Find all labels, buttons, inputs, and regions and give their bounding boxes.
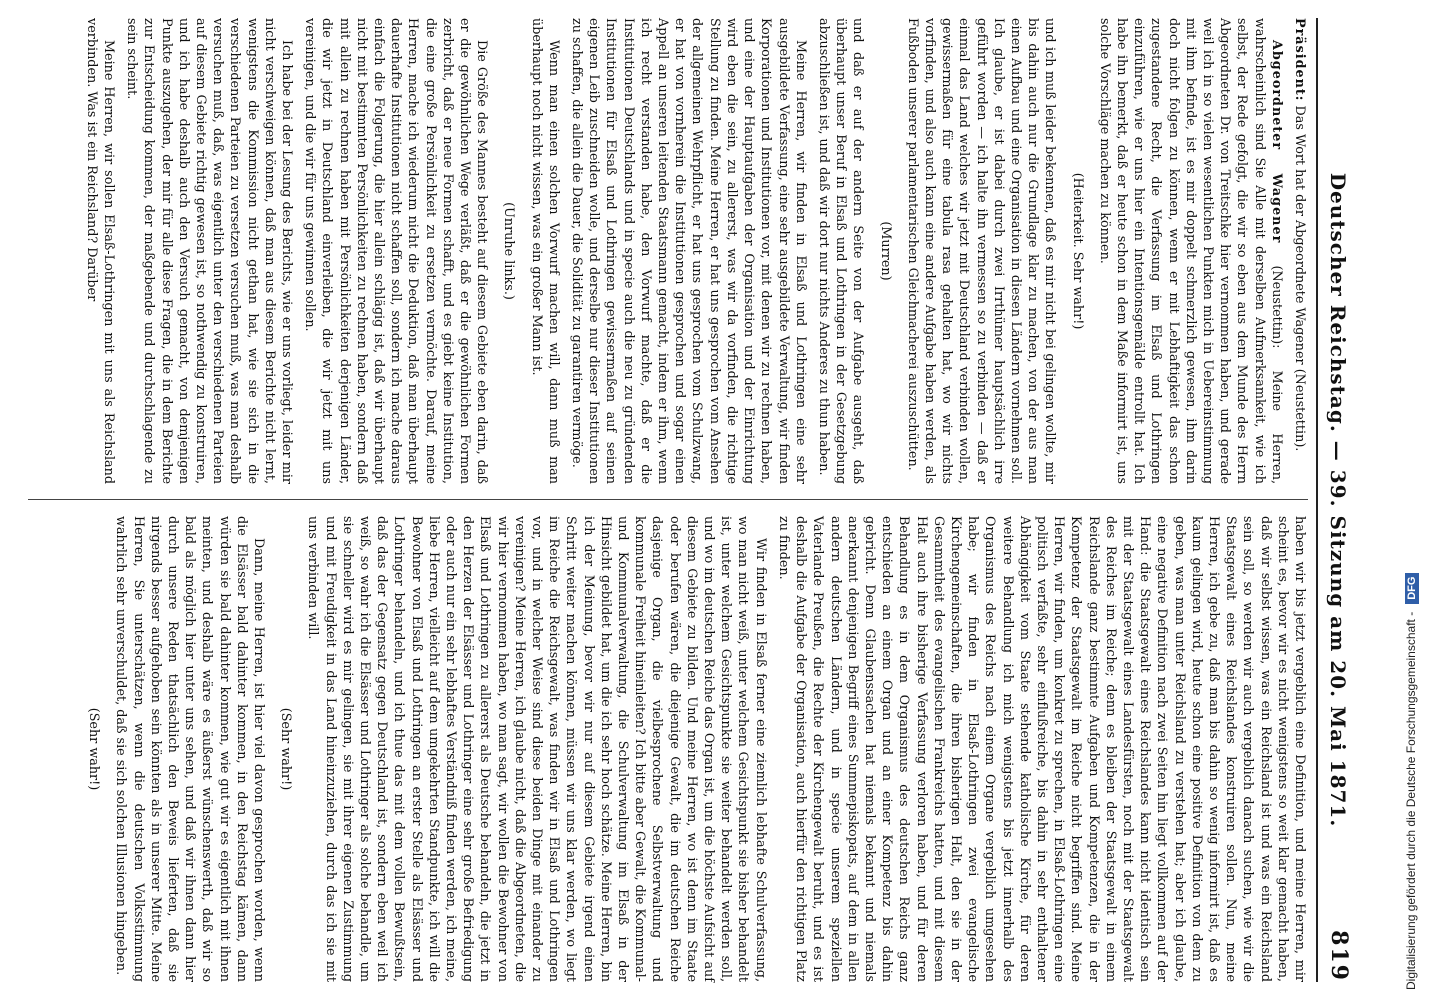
page-header [1316,18,1358,982]
interjection-note: (Heiterkeit. Sehr wahr!) [1069,172,1085,330]
speaker-name: Abgeordneter Wagener [1268,40,1284,244]
paragraph [1291,18,1308,484]
credit-text: Digitalisierung gefördert durch die Deutsche Forschungsgemeinschaft - [1404,611,1418,990]
speaker-name: Präsident: [1292,18,1307,102]
interjection-note: (Murren) [877,221,893,281]
paragraph: und daß er auf der andern Seite von der Aufgabe ausgeht, daß überhaupt unser Beruf in Elsaß und Lothringen in der Gesetzgebung abzuschließen ist, und daß wir dort nur nichts Anderes zu thun haben. [815,18,866,484]
paragraph [1096,18,1285,484]
column-divider [28,499,1308,500]
paragraph: Die Größe des Mannes besteht auf diesem Gebiete eben darin, daß er die gewöhnlichen Wege verläßt, daß er die gewöhnlichen Formen zerbricht, daß er neue Formen schafft, und es giebt keine Institution, die eine große Persönlichkeit zu ersetzen vermöchte. Darauf, meine Herren, mache ich wiederum nicht die Deduktion, daß man überhaupt dauerhafte Institutionen nicht schaffen soll, sondern ich mache daraus einfach die Folgerung, die hier allein schlägig ist, daß wir überhaupt nicht mit bestimmten Persönlichkeiten zu rechnen haben, sondern daß mit allein zu rechnen haben mit Persönlichkeiten derjenigen Länder, die wir jetzt in Deutschland einverleiben, die wir jetzt mit uns vereinigen, und die wir für uns gewinnen sollen. [302,18,490,484]
digitization-credit [1398,0,1432,1000]
paragraph: haben wir bis jetzt vergeblich eine Definition, und meine Herren, mir scheint es, bevor wir es nicht wenigstens so weit klar gemacht haben, daß wir selbst wissen, was ein Reichsland ist und was ein Reichsland sein soll, so werden wir auch vergeblich danach suchen, wie wir die Staatsgewalt eines Reichslandes konstruiren sollen. Nun, meine Herren, ich gebe zu, daß man bis dahin so wenig informirt ist, daß es kaum gelingen wird, heute schon eine positive Definition von dem zu geben, was man unter Reichsland zu verstehen hat; aber ich glaube, eine negative Definition nach zwei Seiten hin liegt vollkommen auf der Hand: die Staatsgewalt eines Reichslandes kann nicht identisch sein mit der Staatsgewalt eines Landesfürsten, noch mit der Staatsgewalt des Reiches im Reiche; denn es bleiben der Staatsgewalt in einem Reichslande ganz bestimmte Aufgaben und Kompetenzen, die in der Kompetenz der Staatsgewalt im Reiche nicht begriffen sind. Meine Herren, wir finden, um konkret zu sprechen, in Elsaß-Lothringen eine politisch verfaßte, sehr einflußreiche, bis dahin in sehr enthaltener Abhängigkeit vom Staate stehende katholische Kirche, für deren weitere Behandlung ich mich wenigstens bis jetzt innerhalb des Organismus des Reichs nach einem Organe vergeblich umgesehen habe; wir finden in Elsaß-Lothringen zwei evangelische Kirchengemeinschaften, die ihren bisherigen Halt, den sie in der Gesammtheit des evangelischen Frankreichs hatten, und mit diesem Halt auch ihre bisherige Verfassung verloren haben, und für deren Behandlung es in dem Organismus des deutschen Reichs ganz entschieden an einem Organ und an einer Kompetenz bis dahin gebricht. Denn Glaubenssachen hat niemals bekannt und niemals anerkannt denjenigen Begriff eines Summepiskopats, auf dem in allen andern deutschen Ländern, und in specie unserem speziellen Vaterlande Preußen, die Rechte der Kirchengewalt beruht, und es ist deshalb die Aufgabe der Organisation, auch hierfür den richtigen Platz zu finden. [775,516,1307,982]
interjection-note: (Sehr wahr!) [278,707,294,791]
dfg-badge: DFG [1405,573,1419,604]
page-number: 819 [1326,930,1352,982]
paragraph: Dann, meine Herren, ist hier viel davon gesprochen worden, wenn die Elsässer bald dahinter kommen, in den Reichstag kämen, dann würden sie bald dahinter kommen, wie gut wir es eigentlich mit ihnen meinten, und deshalb wäre es äußerst wünschenswerth, daß wir so bald als möglich hier unter uns sehen, und daß wir ihnen dann hier durch unsere Reden thatsächlich den Beweis lieferten, daß sie nirgends besser aufgehoben sein könnten als in unserer Mitte. Meine Herren, Sie unterschätzen, wenn die deutschen Volksstimmung wahrlich sehr unverschuldet, daß sie sich solchen Illusionen hingeben. [113,516,267,982]
paragraph: Ich habe bei der Lesung des Berichts, wie er uns vorliegt, leider mir nicht verschweigen können, daß man aus diesem Berichte nicht lernt, wenigstens die Kommission nicht gethan hat, wie sie sich in die verschiedenen Parteien zu versetzen versuchen muß, was man deshalb versuchen muß, daß, was eigentlich unter den verschiedenen Parteien auf diesem Gebiete richtig gewesen ist, so nothwendig zu konstruiren, und ich habe deshalb auch den Versuch gemacht, von demjenigen Punkte auszugehen, der mir für alle diese Fragen, die in dem Berichte zur Entscheidung kommen, der maßgebende und durchschlagende zu sein scheint. [124,18,295,484]
running-head: Deutscher Reichstag. — 39. Sitzung am 20. Mai 1871. [1326,172,1350,828]
right-column [28,516,1308,982]
paragraph: Meine Herren, wir finden in Elsaß und Lothringen eine sehr ausgebildete Verfassung, eine sehr ausgebildete Verwaltung, wir finden Korporationen und Institutionen vor, mit denen wir zu rechnen haben, und eine der Hauptaufgaben der Organisation und der Einrichtung wird eben die sein, zu allererst, was wir da vorfinden, die richtige Stellung zu finden. Meine Herren, er hat uns gesprochen vom Ansehen der allgemeinen Wehrpflicht, er hat uns gesprochen vom Schulzwang, er hat von vornherein die Institutionen gesprochen und sogar einen Appell an unseren leitenden Staatsmann gemacht, indem er ihm, wenn ich recht verstanden habe, den Vorwurf machte, daß er die Institutionen Deutschlands und in specie auch die neu zu gründenden Institutionen für Elsaß und Lothringen gewissermaßen auf seinen eigenen Leib zuschneiden wolle, und derselbe nur dieser Institutionen zu schaffen, die allein die Dauer, die Solidität zu garantiren vermöge. [569,18,808,484]
left-column [28,18,1308,484]
interjection-note: (Sehr wahr!) [86,707,102,791]
credit-line [1404,573,1419,990]
paragraph: und ich muß leider bekennen, daß es mir nicht bei gelingen wollte, mir bis dahin auch nur die Grundlage klar zu machen, von der aus man einen Aufbau und eine Organisation in diesen Ländern vornehmen soll. Ich glaube, er ist dabei durch zwei Irrthümer hauptsächlich irre geführt worden — ich halte ihn vermessen so zu verbinden — daß er einmal das Land welches wir jetzt mit Deutschland verbinden wollen, gewissermaßen für eine tabula rasa gehalten hat, wo wir nichts vorfinden, und also auch kann eine andere Aufgabe haben werden, als Fußboden unserer parlamentarischen Gleichmacherei auszuschütten. [904,18,1058,484]
interjection-note: (Unruhe links.) [501,202,517,300]
paragraph-text: (Neustettin): Meine Herren, wahrscheinlich sind Sie Alle mit derselben Aufmerksamkeit, wie ich selbst, der Rede gefolgt, die wir so eben aus dem Munde des Herrn Abgeordneten Dr. von Treitschke hier vernommen haben, und gerade weil ich in so vielen wesentlichen Punkten mich in Uebereinstimmung mit ihm befinde, ist es mir doppelt schmerzlich gewesen, ihm darin doch nicht folgen zu können, wenn er mit Lebhaftigkeit das schon zugestandene Recht, die Verfassung im Elsaß und Lothringen einzuführen, wie er uns hier ein Intentionsgemälde entrollt hat. Ich habe ihn bemerkt, daß er heute schon in dem Maße informirt ist, uns solche Vorschläge machen zu können. [1096,18,1284,484]
paragraph-text: Das Wort hat der Abgeordnete Wagener (Neustettin). [1292,105,1307,452]
paragraph: Wenn man einen solchen Vorwurf machen will, dann muß man überhaupt noch nicht wissen, was ein großer Mann ist. [528,18,561,484]
paragraph: Wir finden in Elsaß ferner eine ziemlich lebhafte Schulverfassung, wo man nicht weiß, unter welchem Gesichtspunkt sie bisher behandelt ist, unter welchem Gesichtspunkte sie weiter behandelt werden soll, und wo im deutschen Reiche das Organ ist, um die höchste Aufsicht auf diesem Gebiete zu bilden. Und meine Herren, wo ist denn im Staate oder berufen wären, die diejenige Gewalt, die im deutschen Reiche dasjenige Organ, die vielbesprochene Selbstverwaltung und kommunale Freiheit hineinleiten? Ich bitte aber Gewalt, die Kommunal- und Kommunalverwaltung, die Schulverwaltung im Elsaß in der Hinsicht gebildet hat, um die ich sehr hoch schätze. Meine Herren, bin ich der Meinung, bevor wir nur auf diesem Gebiete irgend einen Schritt weiter machen können, müssen wir uns klar werden, wo liegt im Reiche die Reichsgewalt, was finden wir in Elsaß und Lothringen vor, und in welcher Weise sind diese beiden Dinge mit einander zu vereinigen? Meine Herren, ich glaube nicht, daß die Abgeordneten, die wir hier vernommen haben, wo man sagt, wir wollen die Bewohner von Elsaß und Lothringen zu allererst als Deutsche behandeln, die jetzt in den Herzen der Elsässer und Lothringer eine sehr große Befriedigung oder auch nur ein sehr lebhaftes Verständniß finden werden, ich meine, liebe Herren, vielleicht auf dem umgekehrten Standpunkte, ich will die Bewohner von Elsaß und Lothringen an erster Stelle als Elsässer und Lothringer behandeln, und ich thue das mit dem vollen Bewußtsein, daß das der Gegensatz gegen Deutschland ist, sondern eben weil ich weiß, so wahr ich die Elsässer und Lothringer als solche behandle, um sie schneller wird es mir gelingen, sie mit ihrer eigenen Zustimmung und mit Freudigkeit in das Land hineinzuziehen, durch das ich sie mit uns verbinden will. [305,516,768,982]
paragraph: Meine Herren, wir sollen Elsaß-Lothringen mit uns als Reichsland verbinden. Was ist ein Reichsland? Darüber [83,18,116,484]
